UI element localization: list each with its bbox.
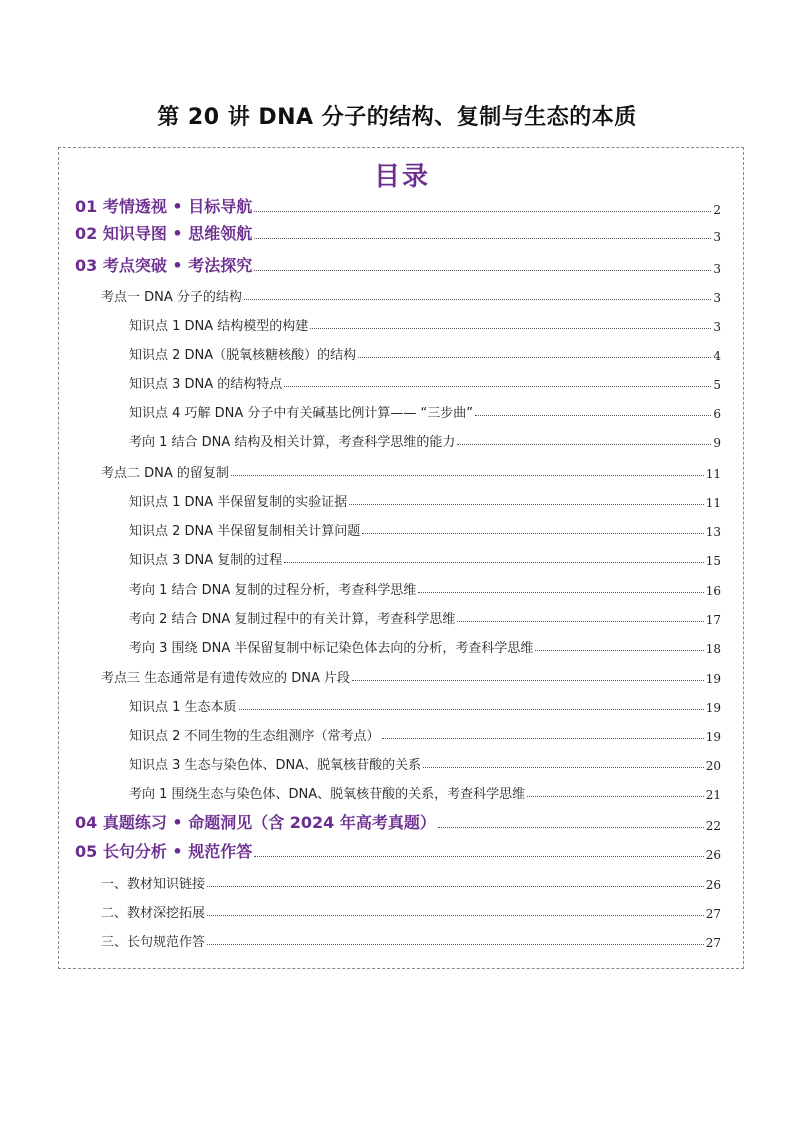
toc-page-number: 16 (705, 584, 721, 598)
toc-entry[interactable] (101, 283, 721, 305)
toc-page-number: 22 (705, 819, 721, 833)
toc-dot-leader (475, 415, 711, 416)
toc-dot-leader (254, 270, 711, 271)
toc-entry[interactable] (101, 928, 721, 950)
toc-page-number: 27 (705, 936, 721, 950)
toc-entry[interactable] (101, 899, 721, 921)
toc-entry-label: 考向 1 围绕生态与染色体、DNA、脱氧核苷酸的关系，考查科学思维 (129, 787, 526, 802)
toc-dot-leader (254, 238, 711, 239)
toc-dot-leader (231, 475, 704, 476)
toc-dot-leader (382, 738, 704, 739)
toc-dot-leader (254, 856, 704, 857)
toc-dot-leader (438, 827, 704, 828)
toc-entry-label: 考向 1 结合 DNA 结构及相关计算，考查科学思维的能力 (129, 435, 456, 450)
toc-page-number: 19 (705, 730, 721, 744)
toc-entry[interactable] (129, 428, 721, 450)
toc-entry-label: 考向 3 围绕 DNA 半保留复制中标记染色体去向的分析，考查科学思维 (129, 641, 534, 656)
toc-entry-label: 考点一 DNA 分子的结构 (101, 290, 242, 305)
toc-entry-label: 知识点 3 生态与染色体、DNA、脱氧核苷酸的关系 (129, 758, 422, 773)
toc-entry[interactable] (129, 370, 721, 392)
toc-entry[interactable] (129, 341, 721, 363)
toc-entry[interactable] (129, 576, 721, 598)
toc-page-number: 13 (705, 525, 721, 539)
toc-heading: 目录 (373, 162, 430, 192)
toc-entry-label: 知识点 2 DNA 半保留复制相关计算问题 (129, 524, 361, 539)
toc-entry[interactable] (129, 399, 721, 421)
toc-page-number: 5 (713, 378, 721, 392)
toc-dot-leader (352, 680, 704, 681)
toc-entry-label: 知识点 3 DNA 复制的过程 (129, 553, 283, 568)
toc-entry-label: 05 长句分析 • 规范作答 (75, 842, 253, 861)
toc-entry-label: 考向 1 结合 DNA 复制的过程分析，考查科学思维 (129, 583, 417, 598)
toc-page-number: 15 (705, 554, 721, 568)
toc-entry-label: 知识点 3 DNA 的结构特点 (129, 377, 283, 392)
toc-entry-label: 04 真题练习 • 命题洞见（含 2024 年高考真题） (75, 813, 436, 832)
toc-entry-label: 二、教材深挖拓展 (101, 906, 206, 921)
toc-entry[interactable] (129, 546, 721, 568)
toc-entry-label: 知识点 2 不同生物的生态组测序（常考点） (129, 729, 380, 744)
toc-entry-label: 三、长句规范作答 (101, 935, 206, 950)
toc-dot-leader (535, 650, 703, 651)
toc-page-number: 3 (713, 291, 721, 305)
toc-entry[interactable] (75, 222, 721, 244)
toc-dot-leader (254, 211, 711, 212)
toc-dot-leader (358, 357, 711, 358)
toc-entry[interactable] (75, 840, 721, 862)
toc-page-number: 21 (705, 788, 721, 802)
toc-page-number: 4 (713, 349, 721, 363)
toc-page-number: 9 (713, 436, 721, 450)
toc-entry[interactable] (75, 811, 721, 833)
toc-page-number: 6 (713, 407, 721, 421)
toc-entry[interactable] (129, 312, 721, 334)
toc-dot-leader (527, 796, 704, 797)
toc-entry[interactable] (129, 605, 721, 627)
toc-dot-leader (310, 328, 711, 329)
toc-page-number: 19 (705, 701, 721, 715)
toc-entry[interactable] (129, 751, 721, 773)
toc-entry-label: 考点三 生态通常是有遗传效应的 DNA 片段 (101, 671, 351, 686)
toc-page-number: 26 (705, 878, 721, 892)
toc-dot-leader (457, 444, 711, 445)
toc-entry-label: 01 考情透视 • 目标导航 (75, 197, 253, 216)
toc-dot-leader (284, 386, 711, 387)
toc-dot-leader (423, 767, 704, 768)
toc-entry-label: 考向 2 结合 DNA 复制过程中的有关计算，考查科学思维 (129, 612, 456, 627)
toc-entry[interactable] (129, 488, 721, 510)
toc-dot-leader (239, 709, 704, 710)
toc-dot-leader (284, 562, 703, 563)
toc-entry-label: 知识点 1 DNA 结构模型的构建 (129, 319, 309, 334)
toc-entry-label: 知识点 1 生态本质 (129, 700, 237, 715)
toc-page-number: 3 (713, 230, 721, 244)
toc-entry-label: 知识点 1 DNA 半保留复制的实验证据 (129, 495, 348, 510)
toc-entry-label: 考点二 DNA 的留复制 (101, 466, 229, 481)
toc-page-number: 26 (705, 848, 721, 862)
toc-dot-leader (349, 504, 703, 505)
toc-dot-leader (207, 886, 704, 887)
toc-dot-leader (244, 299, 711, 300)
toc-dot-leader (362, 533, 703, 534)
toc-entry[interactable] (101, 664, 721, 686)
toc-page-number: 3 (713, 262, 721, 276)
toc-page-number: 18 (705, 642, 721, 656)
toc-entry-label: 一、教材知识链接 (101, 877, 206, 892)
toc-entry[interactable] (129, 693, 721, 715)
toc-entry-label: 知识点 4 巧解 DNA 分子中有关碱基比例计算—— “三步曲” (129, 406, 474, 421)
toc-page-number: 19 (705, 672, 721, 686)
toc-entry[interactable] (129, 722, 721, 744)
toc-entry[interactable] (101, 870, 721, 892)
toc-dot-leader (207, 944, 704, 945)
toc-dot-leader (418, 592, 703, 593)
toc-entry-label: 知识点 2 DNA（脱氧核糖核酸）的结构 (129, 348, 357, 363)
toc-entry-label: 03 考点突破 • 考法探究 (75, 256, 253, 275)
toc-page-number: 3 (713, 320, 721, 334)
toc-entry[interactable] (129, 634, 721, 656)
toc-page-number: 27 (705, 907, 721, 921)
toc-dot-leader (207, 915, 704, 916)
page-title: 第 20 讲 DNA 分子的结构、复制与生态的本质 (157, 105, 637, 130)
toc-entry[interactable] (129, 517, 721, 539)
toc-page-number: 20 (705, 759, 721, 773)
toc-page-number: 2 (713, 203, 721, 217)
toc-entry[interactable] (101, 459, 721, 481)
toc-page-number: 17 (705, 613, 721, 627)
toc-entry[interactable] (75, 195, 721, 217)
toc-page-number: 11 (705, 467, 721, 481)
toc-entry[interactable] (75, 254, 721, 276)
toc-entry[interactable] (129, 780, 721, 802)
toc-page-number: 11 (705, 496, 721, 510)
toc-box (58, 147, 744, 969)
toc-entry-label: 02 知识导图 • 思维领航 (75, 224, 253, 243)
toc-dot-leader (457, 621, 703, 622)
